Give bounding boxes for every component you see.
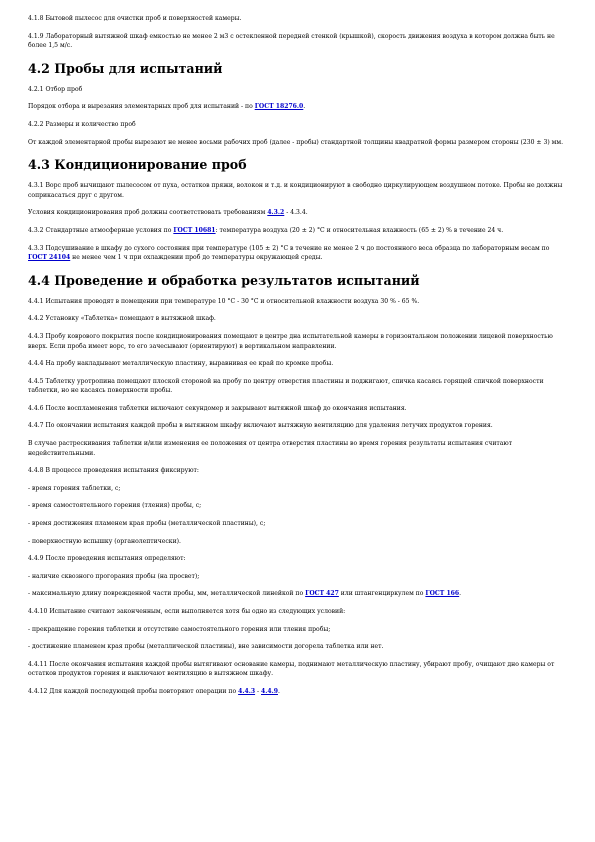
paragraph [28,181,567,200]
paragraph [28,297,567,307]
paragraph [28,32,567,51]
paragraph-text: : температура воздуха (20 ± 2) °С и относительная влажность (65 ± 2) % в течение 24 ч. [215,226,504,234]
paragraph-text: 4.4.8 В процессе проведения испытания фиксируют: [28,467,199,475]
reference-link[interactable]: ГОСТ 18276.0 [254,103,304,111]
section-heading: 4.4 Проведение и обработка результатов испытаний [28,272,420,288]
paragraph [28,660,567,679]
paragraph [28,501,567,511]
paragraph [28,537,567,547]
paragraph-text: - 4.3.4. [284,209,308,217]
reference-link[interactable]: 4.4.3 [238,687,256,695]
paragraph-text: - время достижения пламенем края пробы (металлической пластины), с; [28,520,266,528]
paragraph-text: - время самостоятельного горения (тления) пробы, с; [28,502,202,510]
paragraph-text: 4.4.7 По окончании испытания каждой пробы в вытяжном шкафу включают вытяжную вентиляцию для удаления летучих продуктов горения. [28,422,493,430]
reference-link[interactable]: ГОСТ 10681 [173,226,216,234]
paragraph-text: . [459,590,462,598]
paragraph [28,607,567,617]
paragraph-text: - поверхностную вспышку (органолептически). [28,537,181,545]
paragraph-text: 4.1.9 Лабораторный вытяжной шкаф емкостью не менее 2 м3 с остекленной передней стенкой (крышкой), скорость движения воздуха в котором должна быть не более 1,5 м/с. [28,32,555,50]
paragraph-text: 4.3.2 Стандартные атмосферные условия по [28,226,174,234]
paragraph [28,332,567,351]
paragraph [28,484,567,494]
paragraph-text: 4.2.2 Размеры и количество проб [28,120,136,128]
paragraph [28,519,567,529]
paragraph [28,226,567,236]
paragraph-text: Условия кондиционирования проб должны соответствовать требованиям [28,209,268,217]
section-heading: 4.2 Пробы для испытаний [28,60,223,76]
paragraph-text: . [277,687,280,695]
paragraph-text: 4.2.1 Отбор проб [28,85,83,93]
paragraph [28,439,567,458]
paragraph-text: От каждой элементарной пробы вырезают не менее восьми рабочих проб (далее - пробы) стандартной толщины квадратной формы размером стороны (230 ± 3) мм. [28,138,564,146]
reference-link[interactable]: 4.4.9 [261,687,278,695]
paragraph [28,314,567,324]
paragraph-text: Порядок отбора и вырезания элементарных проб для испытаний - по [28,103,255,111]
paragraph-text: 4.4.10 Испытание считают законченным, если выполняется хотя бы одно из следующих условий: [28,608,346,615]
paragraph [28,359,567,369]
paragraph-text: - наличие сквозного прогорания пробы (на просвет); [28,572,200,580]
reference-link[interactable]: ГОСТ 427 [305,590,339,598]
paragraph [28,572,567,582]
paragraph [28,102,567,112]
paragraph [28,138,567,148]
reference-link[interactable]: ГОСТ 166 [425,590,460,598]
paragraph [28,421,567,431]
paragraph-text: 4.3.1 Ворс проб вычищают пылесосом от пуха, остатков пряжи, волокон и т.д. и кондиционируют в свободно циркулирующем воздушном потоке. Пробы не должны соприкасаться друг с другом. [28,182,563,199]
paragraph-text: - [255,687,261,695]
paragraph-text: В случае растрескивания таблетки и/или изменения ее положения от центра отверстия пластины во время горения результаты испытания считают недействительными. [28,440,513,457]
paragraph-text: 4.4.3 Пробу коврового покрытия после кондиционирования помещают в центре дна испытательной камеры в горизонтальном положении лицевой поверхностью вверх. Если проба имеет ворс, то его зачесывают (ориентируют) в вертикальном направлении. [28,332,553,350]
paragraph-text: 4.4.6 После воспламенения таблетки включают секундомер и закрывают вытяжной шкаф до окончания испытания. [28,404,407,412]
paragraph-text: - достижение пламенем края пробы (металлической пластины), вне зависимости догорела таблетка или нет. [28,643,384,651]
paragraph-text: или штангенциркулем по [338,590,426,598]
paragraph-text: 4.3.3 Подсушивание в шкафу до сухого состояния при температуре (105 ± 2) °С в течение не менее 2 ч до постоянного веса образца по лабораторным весам по [28,244,550,252]
paragraph-text: не менее чем 1 ч при охлаждении проб до температуры окружающей среды. [70,254,323,262]
paragraph-text: 4.4.1 Испытания проводят в помещении при температуре 10 °С - 30 °С и относительной влажности воздуха 30 % - 65 %. [28,297,420,305]
paragraph-text: 4.1.8 Бытовой пылесос для очистки проб и поверхностей камеры. [28,15,242,22]
paragraph [28,120,567,130]
paragraph-text: 4.4.4 На пробу накладывают металлическую пластину, выравнивая ее край по кромке пробы. [28,360,334,368]
paragraph [28,466,567,476]
paragraph [28,625,567,635]
paragraph [28,642,567,652]
paragraph [28,554,567,564]
paragraph [28,687,567,697]
reference-link[interactable]: 4.3.2 [267,209,285,217]
paragraph-text: 4.4.11 После окончания испытания каждой пробы вытягивают основание камеры, поднимают металлическую пластину, убирают пробу, очищают дно камеры от остатков продуктов горения и выключают вентиляцию в вытяжном шкафу. [28,660,555,678]
paragraph [28,589,567,599]
paragraph [28,404,567,414]
paragraph-text: 4.4.2 Установку «Таблетка» помещают в вытяжной шкаф. [28,315,216,323]
paragraph [28,377,567,396]
paragraph-text: 4.4.5 Таблетку уротропина помещают плоской стороной на пробу по центру отверстия пластины и поджигают, спичка касаясь горящей спичкой поверхности таблетки, но не касаясь поверхности пробы. [28,377,544,395]
paragraph [28,85,567,95]
paragraph [28,244,567,263]
paragraph-text: . [303,103,306,111]
paragraph-text: - время горения таблетки, с; [28,484,121,492]
paragraph-text: - максимальную длину поврежденной части пробы, мм, металлической линейкой по [28,590,306,598]
paragraph-text: - прекращение горения таблетки и отсутствие самостоятельного горения или тления пробы; [28,625,331,633]
paragraph [28,208,567,218]
section-heading: 4.3 Кондиционирование проб [28,157,247,173]
paragraph-text: 4.4.9 После проведения испытания определяют: [28,555,186,563]
reference-link[interactable]: ГОСТ 24104 [28,254,71,262]
paragraph-text: 4.4.12 Для каждой последующей пробы повторяют операции по [28,687,239,695]
paragraph [28,14,567,24]
